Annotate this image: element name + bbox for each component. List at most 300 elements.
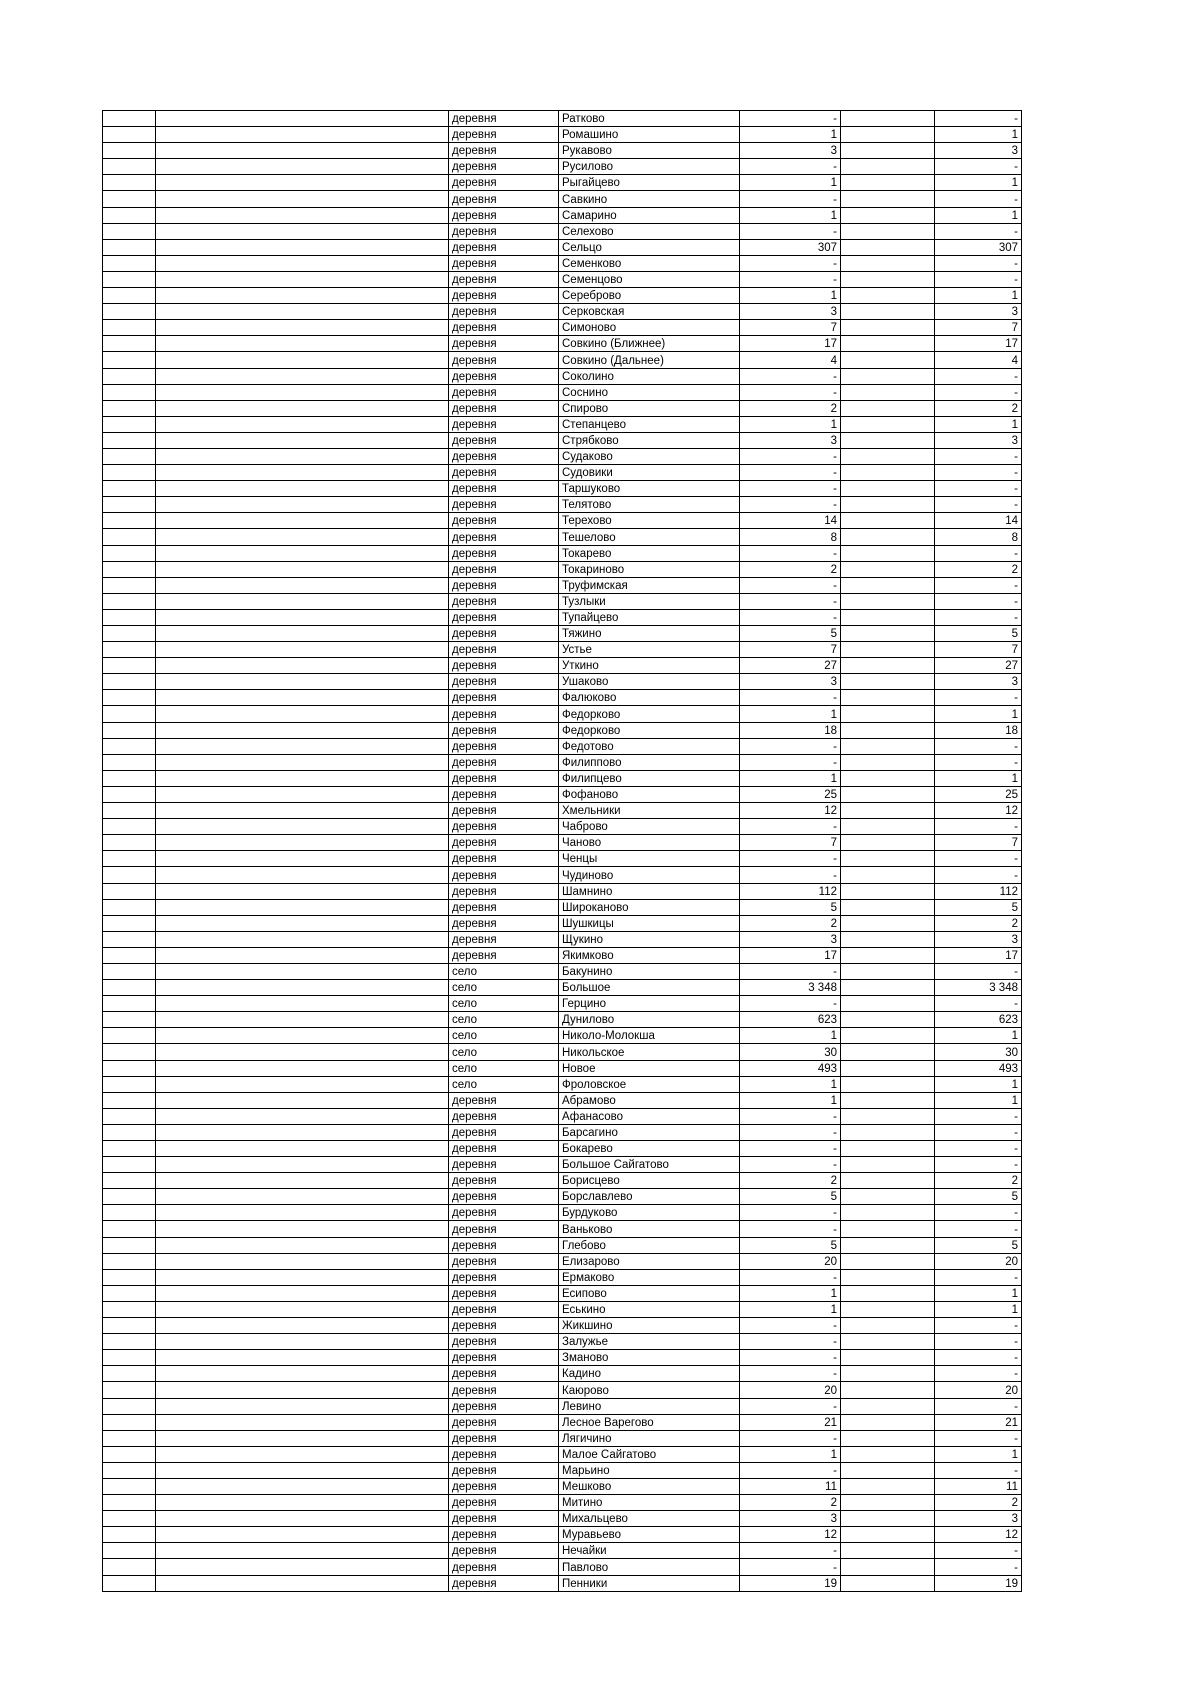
settlement-type-cell: деревня <box>449 642 559 658</box>
empty-cell <box>156 626 449 642</box>
settlement-type-cell: деревня <box>449 1575 559 1591</box>
table-row <box>103 1285 1022 1301</box>
table-row <box>103 1398 1022 1414</box>
value-1-cell: - <box>740 545 841 561</box>
settlement-type-cell: деревня <box>449 304 559 320</box>
settlement-type-cell: деревня <box>449 239 559 255</box>
empty-cell <box>841 400 935 416</box>
empty-cell <box>841 1301 935 1317</box>
empty-cell <box>156 255 449 271</box>
table-row <box>103 1382 1022 1398</box>
settlement-type-cell: деревня <box>449 1124 559 1140</box>
empty-cell <box>156 1575 449 1591</box>
table-row <box>103 513 1022 529</box>
value-1-cell: - <box>740 1157 841 1173</box>
value-2-cell: 3 <box>935 143 1022 159</box>
empty-cell <box>156 1301 449 1317</box>
empty-cell <box>156 1414 449 1430</box>
empty-cell <box>156 1527 449 1543</box>
value-2-cell: - <box>935 271 1022 287</box>
empty-cell <box>103 803 156 819</box>
value-2-cell: 1 <box>935 207 1022 223</box>
empty-cell <box>103 1478 156 1494</box>
settlement-type-cell: деревня <box>449 288 559 304</box>
table-row <box>103 1173 1022 1189</box>
empty-cell <box>841 1511 935 1527</box>
empty-cell <box>156 1350 449 1366</box>
empty-cell <box>841 561 935 577</box>
settlement-name-cell: Елизарово <box>559 1253 740 1269</box>
settlement-name-cell: Бокарево <box>559 1141 740 1157</box>
settlement-type-cell: деревня <box>449 593 559 609</box>
settlement-name-cell: Зманово <box>559 1350 740 1366</box>
settlement-type-cell: деревня <box>449 513 559 529</box>
table-row <box>103 980 1022 996</box>
empty-cell <box>156 561 449 577</box>
empty-cell <box>156 851 449 867</box>
empty-cell <box>103 352 156 368</box>
empty-cell <box>156 706 449 722</box>
table-row <box>103 1318 1022 1334</box>
value-2-cell: 3 <box>935 304 1022 320</box>
value-1-cell: - <box>740 1430 841 1446</box>
value-2-cell: 2 <box>935 561 1022 577</box>
settlement-name-cell: Совкино (Дальнее) <box>559 352 740 368</box>
empty-cell <box>103 432 156 448</box>
settlement-name-cell: Труфимская <box>559 577 740 593</box>
settlement-type-cell: село <box>449 1076 559 1092</box>
empty-cell <box>103 1141 156 1157</box>
value-1-cell: - <box>740 1543 841 1559</box>
empty-cell <box>156 1462 449 1478</box>
empty-cell <box>156 1253 449 1269</box>
empty-cell <box>841 207 935 223</box>
empty-cell <box>841 368 935 384</box>
settlement-type-cell: деревня <box>449 754 559 770</box>
settlement-name-cell: Федорково <box>559 706 740 722</box>
settlement-name-cell: Есипово <box>559 1285 740 1301</box>
table-row <box>103 851 1022 867</box>
table-row <box>103 1012 1022 1028</box>
settlement-name-cell: Афанасово <box>559 1108 740 1124</box>
value-2-cell: 5 <box>935 899 1022 915</box>
empty-cell <box>103 963 156 979</box>
value-1-cell: 27 <box>740 658 841 674</box>
settlement-name-cell: Чаброво <box>559 819 740 835</box>
settlement-name-cell: Жикшино <box>559 1318 740 1334</box>
empty-cell <box>841 1446 935 1462</box>
table-row <box>103 320 1022 336</box>
value-1-cell: - <box>740 159 841 175</box>
empty-cell <box>841 497 935 513</box>
table-row <box>103 465 1022 481</box>
settlement-type-cell: деревня <box>449 851 559 867</box>
table-row <box>103 191 1022 207</box>
empty-cell <box>156 980 449 996</box>
empty-cell <box>103 143 156 159</box>
settlement-type-cell: деревня <box>449 1495 559 1511</box>
settlement-name-cell: Левино <box>559 1398 740 1414</box>
empty-cell <box>156 1269 449 1285</box>
empty-cell <box>156 1092 449 1108</box>
empty-cell <box>103 674 156 690</box>
value-1-cell: - <box>740 1366 841 1382</box>
value-2-cell: 1 <box>935 416 1022 432</box>
value-1-cell: - <box>740 867 841 883</box>
value-2-cell: - <box>935 1430 1022 1446</box>
empty-cell <box>103 1253 156 1269</box>
table-row <box>103 770 1022 786</box>
value-2-cell: 7 <box>935 835 1022 851</box>
empty-cell <box>103 513 156 529</box>
empty-cell <box>841 1414 935 1430</box>
settlement-type-cell: деревня <box>449 336 559 352</box>
settlements-table <box>102 110 1022 1592</box>
empty-cell <box>103 738 156 754</box>
empty-cell <box>156 609 449 625</box>
empty-cell <box>103 1334 156 1350</box>
empty-cell <box>156 271 449 287</box>
value-1-cell: 2 <box>740 915 841 931</box>
settlement-name-cell: Каюрово <box>559 1382 740 1398</box>
settlement-name-cell: Ченцы <box>559 851 740 867</box>
value-2-cell: - <box>935 1205 1022 1221</box>
value-1-cell: - <box>740 271 841 287</box>
empty-cell <box>841 1527 935 1543</box>
empty-cell <box>103 1527 156 1543</box>
settlement-type-cell: село <box>449 1044 559 1060</box>
empty-cell <box>156 1366 449 1382</box>
settlement-name-cell: Токарево <box>559 545 740 561</box>
settlement-type-cell: деревня <box>449 674 559 690</box>
settlement-name-cell: Токариново <box>559 561 740 577</box>
empty-cell <box>156 432 449 448</box>
settlement-name-cell: Тяжино <box>559 626 740 642</box>
empty-cell <box>103 1189 156 1205</box>
settlement-type-cell: деревня <box>449 1366 559 1382</box>
table-row <box>103 1301 1022 1317</box>
table-row <box>103 963 1022 979</box>
table-row <box>103 1076 1022 1092</box>
settlement-type-cell: деревня <box>449 1559 559 1575</box>
empty-cell <box>156 320 449 336</box>
settlement-name-cell: Уткино <box>559 658 740 674</box>
settlement-name-cell: Семенцово <box>559 271 740 287</box>
value-2-cell: 4 <box>935 352 1022 368</box>
settlement-type-cell: деревня <box>449 143 559 159</box>
settlement-name-cell: Ушаково <box>559 674 740 690</box>
settlement-type-cell: деревня <box>449 1462 559 1478</box>
empty-cell <box>156 899 449 915</box>
value-1-cell: 3 <box>740 432 841 448</box>
settlement-name-cell: Большое <box>559 980 740 996</box>
table-row <box>103 658 1022 674</box>
settlement-name-cell: Серковская <box>559 304 740 320</box>
settlement-type-cell: деревня <box>449 416 559 432</box>
empty-cell <box>156 223 449 239</box>
value-2-cell: 3 <box>935 674 1022 690</box>
empty-cell <box>156 658 449 674</box>
value-2-cell: 1 <box>935 1301 1022 1317</box>
settlement-type-cell: деревня <box>449 223 559 239</box>
settlement-type-cell: деревня <box>449 561 559 577</box>
value-2-cell: - <box>935 545 1022 561</box>
value-1-cell: - <box>740 448 841 464</box>
settlement-name-cell: Михальцево <box>559 1511 740 1527</box>
empty-cell <box>156 754 449 770</box>
empty-cell <box>841 690 935 706</box>
value-2-cell: - <box>935 384 1022 400</box>
value-1-cell: - <box>740 819 841 835</box>
value-2-cell: - <box>935 497 1022 513</box>
empty-cell <box>103 1462 156 1478</box>
empty-cell <box>841 1430 935 1446</box>
empty-cell <box>103 1318 156 1334</box>
settlement-type-cell: деревня <box>449 690 559 706</box>
table-row <box>103 1511 1022 1527</box>
empty-cell <box>103 1060 156 1076</box>
value-2-cell: 7 <box>935 320 1022 336</box>
empty-cell <box>841 465 935 481</box>
empty-cell <box>841 1173 935 1189</box>
settlement-name-cell: Нечайки <box>559 1543 740 1559</box>
empty-cell <box>841 915 935 931</box>
value-2-cell: 1 <box>935 127 1022 143</box>
value-1-cell: - <box>740 754 841 770</box>
empty-cell <box>841 626 935 642</box>
settlement-name-cell: Спирово <box>559 400 740 416</box>
empty-cell <box>156 175 449 191</box>
empty-cell <box>103 626 156 642</box>
empty-cell <box>103 529 156 545</box>
empty-cell <box>103 867 156 883</box>
value-1-cell: 21 <box>740 1414 841 1430</box>
value-2-cell: 307 <box>935 239 1022 255</box>
empty-cell <box>841 1382 935 1398</box>
settlement-name-cell: Ермаково <box>559 1269 740 1285</box>
table-row <box>103 1253 1022 1269</box>
value-1-cell: 5 <box>740 899 841 915</box>
settlement-name-cell: Ратково <box>559 111 740 127</box>
settlement-name-cell: Совкино (Ближнее) <box>559 336 740 352</box>
empty-cell <box>156 497 449 513</box>
table-row <box>103 1060 1022 1076</box>
empty-cell <box>103 465 156 481</box>
value-1-cell: - <box>740 1318 841 1334</box>
table-row <box>103 690 1022 706</box>
empty-cell <box>103 497 156 513</box>
empty-cell <box>156 529 449 545</box>
value-1-cell: 25 <box>740 786 841 802</box>
empty-cell <box>156 1076 449 1092</box>
empty-cell <box>156 127 449 143</box>
settlement-name-cell: Таршуково <box>559 481 740 497</box>
table-row <box>103 1205 1022 1221</box>
empty-cell <box>103 400 156 416</box>
value-2-cell: - <box>935 738 1022 754</box>
empty-cell <box>841 803 935 819</box>
settlement-type-cell: деревня <box>449 352 559 368</box>
empty-cell <box>841 271 935 287</box>
empty-cell <box>103 754 156 770</box>
value-2-cell: 2 <box>935 400 1022 416</box>
table-row <box>103 175 1022 191</box>
empty-cell <box>841 416 935 432</box>
empty-cell <box>103 1543 156 1559</box>
empty-cell <box>103 271 156 287</box>
empty-cell <box>841 706 935 722</box>
value-1-cell: 11 <box>740 1478 841 1494</box>
settlement-type-cell: деревня <box>449 835 559 851</box>
empty-cell <box>156 835 449 851</box>
empty-cell <box>841 577 935 593</box>
empty-cell <box>103 1495 156 1511</box>
value-1-cell: 20 <box>740 1253 841 1269</box>
table-row <box>103 722 1022 738</box>
table-row <box>103 239 1022 255</box>
empty-cell <box>103 239 156 255</box>
value-2-cell: 3 348 <box>935 980 1022 996</box>
settlement-name-cell: Степанцево <box>559 416 740 432</box>
settlement-name-cell: Малое Сайгатово <box>559 1446 740 1462</box>
empty-cell <box>103 1124 156 1140</box>
empty-cell <box>103 448 156 464</box>
settlement-type-cell: деревня <box>449 738 559 754</box>
empty-cell <box>103 883 156 899</box>
value-2-cell: - <box>935 690 1022 706</box>
empty-cell <box>841 143 935 159</box>
empty-cell <box>841 1141 935 1157</box>
table-row <box>103 271 1022 287</box>
empty-cell <box>156 1318 449 1334</box>
table-row <box>103 1366 1022 1382</box>
value-1-cell: 2 <box>740 1495 841 1511</box>
value-1-cell: 2 <box>740 561 841 577</box>
value-2-cell: - <box>935 1334 1022 1350</box>
table-row <box>103 883 1022 899</box>
empty-cell <box>841 1269 935 1285</box>
empty-cell <box>103 545 156 561</box>
value-2-cell: 1 <box>935 1028 1022 1044</box>
settlement-type-cell: деревня <box>449 803 559 819</box>
value-1-cell: 7 <box>740 835 841 851</box>
settlement-name-cell: Мешково <box>559 1478 740 1494</box>
empty-cell <box>841 1044 935 1060</box>
table-row <box>103 159 1022 175</box>
settlement-type-cell: деревня <box>449 577 559 593</box>
settlement-name-cell: Фалюково <box>559 690 740 706</box>
table-row <box>103 336 1022 352</box>
settlement-type-cell: село <box>449 1028 559 1044</box>
empty-cell <box>841 384 935 400</box>
empty-cell <box>156 963 449 979</box>
empty-cell <box>156 1141 449 1157</box>
empty-cell <box>103 416 156 432</box>
settlement-name-cell: Судовики <box>559 465 740 481</box>
value-2-cell: - <box>935 819 1022 835</box>
value-1-cell: 12 <box>740 803 841 819</box>
empty-cell <box>841 288 935 304</box>
empty-cell <box>156 513 449 529</box>
settlement-type-cell: село <box>449 996 559 1012</box>
value-1-cell: 17 <box>740 336 841 352</box>
value-1-cell: 3 <box>740 674 841 690</box>
empty-cell <box>156 384 449 400</box>
value-2-cell: - <box>935 1124 1022 1140</box>
value-2-cell: - <box>935 1221 1022 1237</box>
empty-cell <box>156 1189 449 1205</box>
value-2-cell: - <box>935 577 1022 593</box>
empty-cell <box>841 1012 935 1028</box>
value-1-cell: 2 <box>740 1173 841 1189</box>
table-row <box>103 803 1022 819</box>
empty-cell <box>156 786 449 802</box>
settlement-type-cell: деревня <box>449 947 559 963</box>
settlement-name-cell: Герцино <box>559 996 740 1012</box>
empty-cell <box>841 127 935 143</box>
empty-cell <box>841 593 935 609</box>
settlement-type-cell: деревня <box>449 1141 559 1157</box>
value-2-cell: 3 <box>935 432 1022 448</box>
empty-cell <box>156 1237 449 1253</box>
empty-cell <box>103 770 156 786</box>
settlement-name-cell: Лягичино <box>559 1430 740 1446</box>
empty-cell <box>841 175 935 191</box>
empty-cell <box>103 931 156 947</box>
settlement-type-cell: деревня <box>449 1157 559 1173</box>
table-row <box>103 835 1022 851</box>
settlement-name-cell: Шамнино <box>559 883 740 899</box>
empty-cell <box>156 674 449 690</box>
value-2-cell: - <box>935 1366 1022 1382</box>
empty-cell <box>841 980 935 996</box>
value-1-cell: - <box>740 1205 841 1221</box>
settlement-name-cell: Тупайцево <box>559 609 740 625</box>
settlement-type-cell: деревня <box>449 1543 559 1559</box>
settlement-name-cell: Ромашино <box>559 127 740 143</box>
value-2-cell: - <box>935 867 1022 883</box>
empty-cell <box>841 1028 935 1044</box>
value-2-cell: 1 <box>935 770 1022 786</box>
value-1-cell: 623 <box>740 1012 841 1028</box>
value-1-cell: 20 <box>740 1382 841 1398</box>
settlement-type-cell: деревня <box>449 786 559 802</box>
value-2-cell: - <box>935 111 1022 127</box>
settlement-type-cell: деревня <box>449 1350 559 1366</box>
value-2-cell: - <box>935 448 1022 464</box>
empty-cell <box>103 577 156 593</box>
settlement-name-cell: Глебово <box>559 1237 740 1253</box>
empty-cell <box>156 400 449 416</box>
empty-cell <box>841 239 935 255</box>
empty-cell <box>841 1478 935 1494</box>
settlement-type-cell: деревня <box>449 545 559 561</box>
empty-cell <box>841 1221 935 1237</box>
settlement-name-cell: Пенники <box>559 1575 740 1591</box>
settlement-type-cell: деревня <box>449 1092 559 1108</box>
value-1-cell: - <box>740 963 841 979</box>
empty-cell <box>156 1157 449 1173</box>
empty-cell <box>156 1173 449 1189</box>
settlement-name-cell: Кадино <box>559 1366 740 1382</box>
settlement-name-cell: Николо-Молокша <box>559 1028 740 1044</box>
settlement-name-cell: Тешелово <box>559 529 740 545</box>
settlement-name-cell: Семенково <box>559 255 740 271</box>
empty-cell <box>841 448 935 464</box>
empty-cell <box>156 996 449 1012</box>
value-2-cell: - <box>935 1108 1022 1124</box>
empty-cell <box>156 931 449 947</box>
